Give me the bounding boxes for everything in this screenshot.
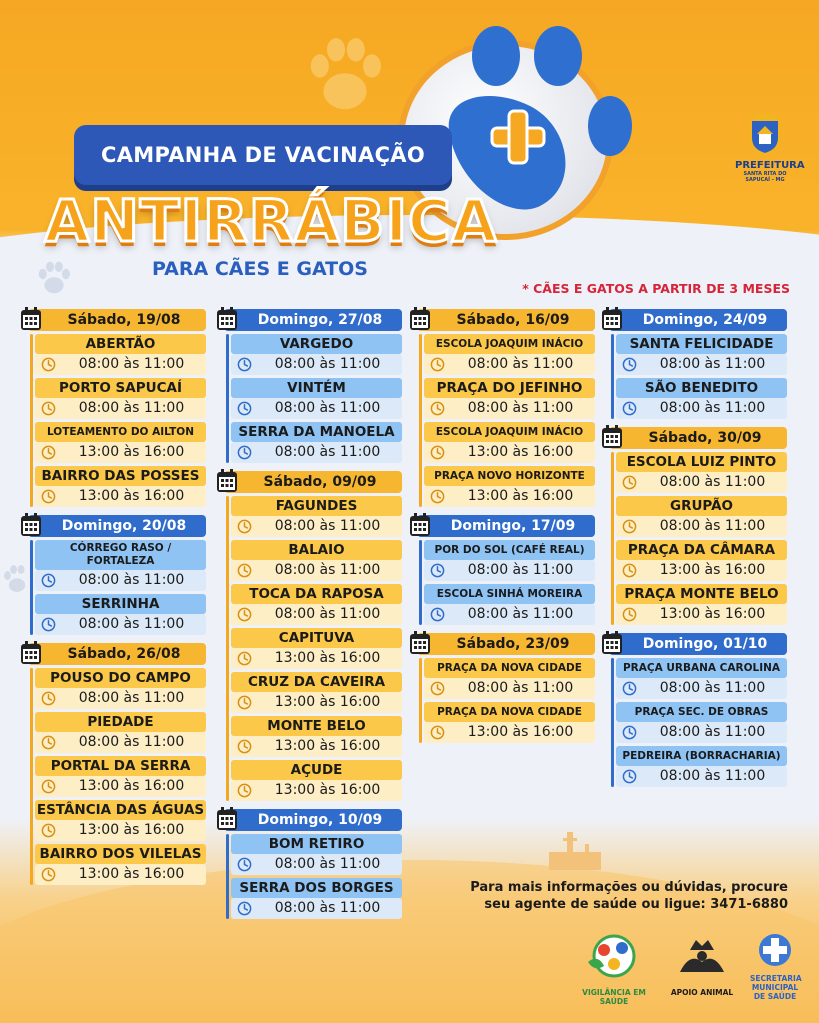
location-name: PRAÇA DA NOVA CIDADE — [424, 702, 595, 722]
clock-icon — [430, 445, 445, 460]
time-slot — [616, 560, 787, 581]
time-text: 13:00 às 16:00 — [467, 724, 574, 740]
clock-icon — [430, 489, 445, 504]
vigilancia-logo — [580, 932, 648, 1006]
clock-icon — [622, 725, 637, 740]
location-name: PRAÇA DO JEFINHO — [424, 378, 595, 398]
health-cross-icon — [755, 930, 795, 970]
clock-icon — [237, 739, 252, 754]
clock-icon — [41, 445, 56, 460]
time-text: 13:00 às 16:00 — [467, 488, 574, 504]
location-name: MONTE BELO — [231, 716, 402, 736]
clock-icon — [622, 475, 637, 490]
calendar-icon — [216, 306, 238, 332]
clock-icon — [237, 563, 252, 578]
schedule-column-4 — [609, 309, 787, 795]
clock-icon — [237, 651, 252, 666]
location-name: ESCOLA JOAQUIM INÁCIO — [424, 422, 595, 442]
location-name: ABERTÃO — [35, 334, 206, 354]
prefeitura-label: PREFEITURA — [735, 160, 805, 171]
church-silhouette — [545, 822, 605, 870]
contact-info — [470, 879, 788, 913]
paw-print-icon — [300, 30, 390, 120]
location-group — [28, 668, 206, 885]
time-slot — [424, 486, 595, 507]
location-group — [417, 334, 595, 507]
contact-line-1: Para mais informações ou dúvidas, procure — [470, 880, 788, 895]
secretaria-line-2: MUNICIPAL — [751, 983, 799, 992]
location-name: CAPITUVA — [231, 628, 402, 648]
time-slot — [231, 516, 402, 537]
date-label: Domingo, 20/08 — [61, 518, 187, 534]
date-header — [28, 515, 206, 537]
schedule-column-3 — [417, 309, 595, 751]
time-slot — [424, 604, 595, 625]
calendar-icon — [20, 306, 42, 332]
time-text: 08:00 às 11:00 — [659, 400, 766, 416]
date-label: Sábado, 16/09 — [456, 312, 570, 328]
location-group — [28, 540, 206, 635]
time-text: 13:00 às 16:00 — [78, 778, 185, 794]
calendar-icon — [216, 468, 238, 494]
time-text: 13:00 às 16:00 — [274, 694, 381, 710]
schedule-column-1 — [28, 309, 206, 893]
time-slot — [35, 820, 206, 841]
schedule-column-2 — [224, 309, 402, 927]
time-text: 08:00 às 11:00 — [659, 680, 766, 696]
location-name: VARGEDO — [231, 334, 402, 354]
coat-of-arms-icon — [745, 112, 785, 156]
date-header — [224, 471, 402, 493]
time-slot — [424, 722, 595, 743]
time-text: 13:00 às 16:00 — [274, 738, 381, 754]
date-label: Domingo, 24/09 — [642, 312, 768, 328]
location-name: CÓRREGO RASO / FORTALEZA — [35, 540, 206, 570]
time-text: 08:00 às 11:00 — [78, 572, 185, 588]
time-text: 08:00 às 11:00 — [78, 616, 185, 632]
time-slot — [231, 648, 402, 669]
secretaria-line-1: SECRETARIA — [750, 974, 802, 983]
clock-icon — [41, 779, 56, 794]
location-name: PORTO SAPUCAÍ — [35, 378, 206, 398]
location-name: BALAIO — [231, 540, 402, 560]
location-name: VINTÉM — [231, 378, 402, 398]
time-slot — [35, 570, 206, 591]
location-group — [224, 834, 402, 919]
time-text: 13:00 às 16:00 — [659, 562, 766, 578]
time-slot — [616, 472, 787, 493]
time-slot — [35, 354, 206, 375]
location-name: PRAÇA SEC. DE OBRAS — [616, 702, 787, 722]
clock-icon — [237, 695, 252, 710]
time-slot — [424, 398, 595, 419]
date-label: Sábado, 26/08 — [67, 646, 181, 662]
time-text: 08:00 às 11:00 — [78, 734, 185, 750]
location-name: PORTAL DA SERRA — [35, 756, 206, 776]
location-name: PIEDADE — [35, 712, 206, 732]
time-slot — [616, 398, 787, 419]
time-text: 08:00 às 11:00 — [274, 562, 381, 578]
paw-print-icon — [34, 258, 74, 298]
location-name: LOTEAMENTO DO AILTON — [35, 422, 206, 442]
time-slot — [616, 766, 787, 787]
clock-icon — [41, 691, 56, 706]
location-name: FAGUNDES — [231, 496, 402, 516]
time-slot — [35, 688, 206, 709]
clock-icon — [41, 735, 56, 750]
clock-icon — [622, 769, 637, 784]
time-text: 13:00 às 16:00 — [78, 822, 185, 838]
location-name: BAIRRO DOS VILELAS — [35, 844, 206, 864]
clock-icon — [237, 445, 252, 460]
location-name: ESCOLA JOAQUIM INÁCIO — [424, 334, 595, 354]
location-name: PRAÇA URBANA CAROLINA — [616, 658, 787, 678]
location-name: SANTA FELICIDADE — [616, 334, 787, 354]
prefeitura-logo — [735, 112, 805, 183]
subtitle: PARA CÃES E GATOS — [152, 258, 368, 280]
time-slot — [616, 354, 787, 375]
time-slot — [231, 780, 402, 801]
location-name: PEDREIRA (BORRACHARIA) — [616, 746, 787, 766]
location-name: ESCOLA SINHÁ MOREIRA — [424, 584, 595, 604]
prefeitura-city: SANTA RITA DO SAPUCAÍ - MG — [743, 171, 787, 183]
clock-icon — [622, 357, 637, 372]
location-name: AÇUDE — [231, 760, 402, 780]
location-name: POUSO DO CAMPO — [35, 668, 206, 688]
clock-icon — [237, 783, 252, 798]
time-slot — [35, 864, 206, 885]
clock-icon — [237, 519, 252, 534]
time-text: 08:00 às 11:00 — [78, 690, 185, 706]
location-group — [28, 334, 206, 507]
time-text: 13:00 às 16:00 — [467, 444, 574, 460]
location-name: TOCA DA RAPOSA — [231, 584, 402, 604]
clock-icon — [41, 357, 56, 372]
calendar-icon — [409, 512, 431, 538]
clock-icon — [430, 401, 445, 416]
time-text: 08:00 às 11:00 — [467, 606, 574, 622]
calendar-icon — [409, 306, 431, 332]
time-text: 08:00 às 11:00 — [659, 724, 766, 740]
time-slot — [616, 678, 787, 699]
location-name: ESCOLA LUIZ PINTO — [616, 452, 787, 472]
time-slot — [231, 354, 402, 375]
secretaria-line-3: DE SAÚDE — [753, 992, 797, 1001]
clock-icon — [41, 573, 56, 588]
time-slot — [231, 560, 402, 581]
date-header — [417, 633, 595, 655]
clock-icon — [41, 489, 56, 504]
clock-icon — [237, 357, 252, 372]
time-text: 08:00 às 11:00 — [659, 474, 766, 490]
date-label: Sábado, 30/09 — [648, 430, 762, 446]
date-header — [609, 427, 787, 449]
vigilancia-label: VIGILÂNCIA EM SAÚDE — [582, 988, 646, 1006]
time-text: 08:00 às 11:00 — [274, 444, 381, 460]
main-title-text: ANTIRRÁBICA — [44, 187, 498, 255]
time-slot — [35, 486, 206, 507]
time-text: 13:00 às 16:00 — [659, 606, 766, 622]
time-text: 08:00 às 11:00 — [274, 518, 381, 534]
clock-icon — [622, 401, 637, 416]
date-header — [417, 309, 595, 331]
calendar-icon — [216, 806, 238, 832]
time-text: 13:00 às 16:00 — [78, 866, 185, 882]
calendar-icon — [409, 630, 431, 656]
location-name: GRUPÃO — [616, 496, 787, 516]
location-group — [609, 334, 787, 419]
time-slot — [424, 678, 595, 699]
apoio-animal-label: APOIO ANIMAL — [670, 988, 734, 997]
apoio-animal-logo — [666, 932, 738, 997]
hands-animal-icon — [672, 932, 732, 984]
time-slot — [616, 604, 787, 625]
clock-icon — [430, 681, 445, 696]
time-slot — [424, 354, 595, 375]
main-title — [26, 186, 516, 256]
location-group — [609, 452, 787, 625]
time-text: 08:00 às 11:00 — [274, 606, 381, 622]
time-slot — [231, 604, 402, 625]
calendar-icon — [601, 424, 623, 450]
location-name: SERRINHA — [35, 594, 206, 614]
clock-icon — [237, 401, 252, 416]
date-header — [28, 643, 206, 665]
location-group — [417, 658, 595, 743]
vigilancia-emblem-icon — [584, 932, 644, 984]
location-name: PRAÇA DA NOVA CIDADE — [424, 658, 595, 678]
location-name: SERRA DOS BORGES — [231, 878, 402, 898]
clock-icon — [237, 607, 252, 622]
time-slot — [35, 442, 206, 463]
time-text: 08:00 às 11:00 — [274, 856, 381, 872]
date-header — [224, 809, 402, 831]
clock-icon — [430, 607, 445, 622]
date-header — [28, 309, 206, 331]
time-text: 08:00 às 11:00 — [467, 356, 574, 372]
location-name: SÃO BENEDITO — [616, 378, 787, 398]
time-text: 08:00 às 11:00 — [467, 680, 574, 696]
calendar-icon — [20, 512, 42, 538]
time-slot — [231, 736, 402, 757]
time-text: 13:00 às 16:00 — [78, 444, 185, 460]
time-slot — [231, 854, 402, 875]
campaign-title: CAMPANHA DE VACINAÇÃO — [100, 143, 426, 167]
time-text: 08:00 às 11:00 — [467, 400, 574, 416]
date-label: Sábado, 09/09 — [263, 474, 377, 490]
date-label: Domingo, 01/10 — [642, 636, 768, 652]
age-note: * CÃES E GATOS A PARTIR DE 3 MESES — [522, 281, 790, 296]
location-name: PRAÇA DA CÂMARA — [616, 540, 787, 560]
time-text: 08:00 às 11:00 — [78, 400, 185, 416]
calendar-icon — [601, 630, 623, 656]
location-name: PRAÇA NOVO HORIZONTE — [424, 466, 595, 486]
date-label: Sábado, 19/08 — [67, 312, 181, 328]
time-slot — [616, 516, 787, 537]
clock-icon — [622, 681, 637, 696]
time-slot — [231, 898, 402, 919]
location-name: ESTÂNCIA DAS ÁGUAS — [36, 802, 205, 818]
location-name: CRUZ DA CAVEIRA — [231, 672, 402, 692]
time-text: 08:00 às 11:00 — [659, 356, 766, 372]
location-group — [417, 540, 595, 625]
calendar-icon — [20, 640, 42, 666]
clock-icon — [622, 519, 637, 534]
time-text: 08:00 às 11:00 — [274, 400, 381, 416]
clock-icon — [41, 867, 56, 882]
time-text: 08:00 às 11:00 — [274, 900, 381, 916]
time-slot — [231, 692, 402, 713]
date-header — [609, 633, 787, 655]
date-label: Sábado, 23/09 — [456, 636, 570, 652]
date-label: Domingo, 27/08 — [257, 312, 383, 328]
time-text: 08:00 às 11:00 — [274, 356, 381, 372]
time-slot — [35, 398, 206, 419]
date-header — [417, 515, 595, 537]
time-slot — [616, 722, 787, 743]
time-slot — [424, 560, 595, 581]
location-group — [224, 496, 402, 801]
time-slot — [35, 732, 206, 753]
clock-icon — [430, 725, 445, 740]
location-group — [609, 658, 787, 787]
time-slot — [231, 398, 402, 419]
date-label: Domingo, 17/09 — [450, 518, 576, 534]
clock-icon — [41, 401, 56, 416]
time-slot — [231, 442, 402, 463]
time-text: 13:00 às 16:00 — [274, 650, 381, 666]
clock-icon — [41, 823, 56, 838]
clock-icon — [430, 563, 445, 578]
time-text: 08:00 às 11:00 — [78, 356, 185, 372]
contact-line-2: seu agente de saúde ou ligue: 3471-6880 — [484, 897, 788, 912]
location-group — [224, 334, 402, 463]
time-text: 13:00 às 16:00 — [274, 782, 381, 798]
time-text: 08:00 às 11:00 — [659, 518, 766, 534]
location-name: BOM RETIRO — [231, 834, 402, 854]
clock-icon — [237, 857, 252, 872]
calendar-icon — [601, 306, 623, 332]
date-header — [224, 309, 402, 331]
clock-icon — [430, 357, 445, 372]
location-name: PRAÇA MONTE BELO — [616, 584, 787, 604]
location-name: SERRA DA MANOELA — [231, 422, 402, 442]
date-label: Domingo, 10/09 — [257, 812, 383, 828]
campaign-banner — [74, 125, 452, 185]
date-header — [609, 309, 787, 331]
clock-icon — [622, 563, 637, 578]
location-name: BAIRRO DAS POSSES — [35, 466, 206, 486]
secretaria-saude-logo — [750, 930, 800, 1001]
clock-icon — [622, 607, 637, 622]
time-text: 08:00 às 11:00 — [659, 768, 766, 784]
clock-icon — [41, 617, 56, 632]
clock-icon — [237, 901, 252, 916]
location-name: POR DO SOL (CAFÉ REAL) — [424, 540, 595, 560]
time-slot — [424, 442, 595, 463]
time-slot — [35, 776, 206, 797]
time-text: 08:00 às 11:00 — [467, 562, 574, 578]
time-text: 13:00 às 16:00 — [78, 488, 185, 504]
time-slot — [35, 614, 206, 635]
